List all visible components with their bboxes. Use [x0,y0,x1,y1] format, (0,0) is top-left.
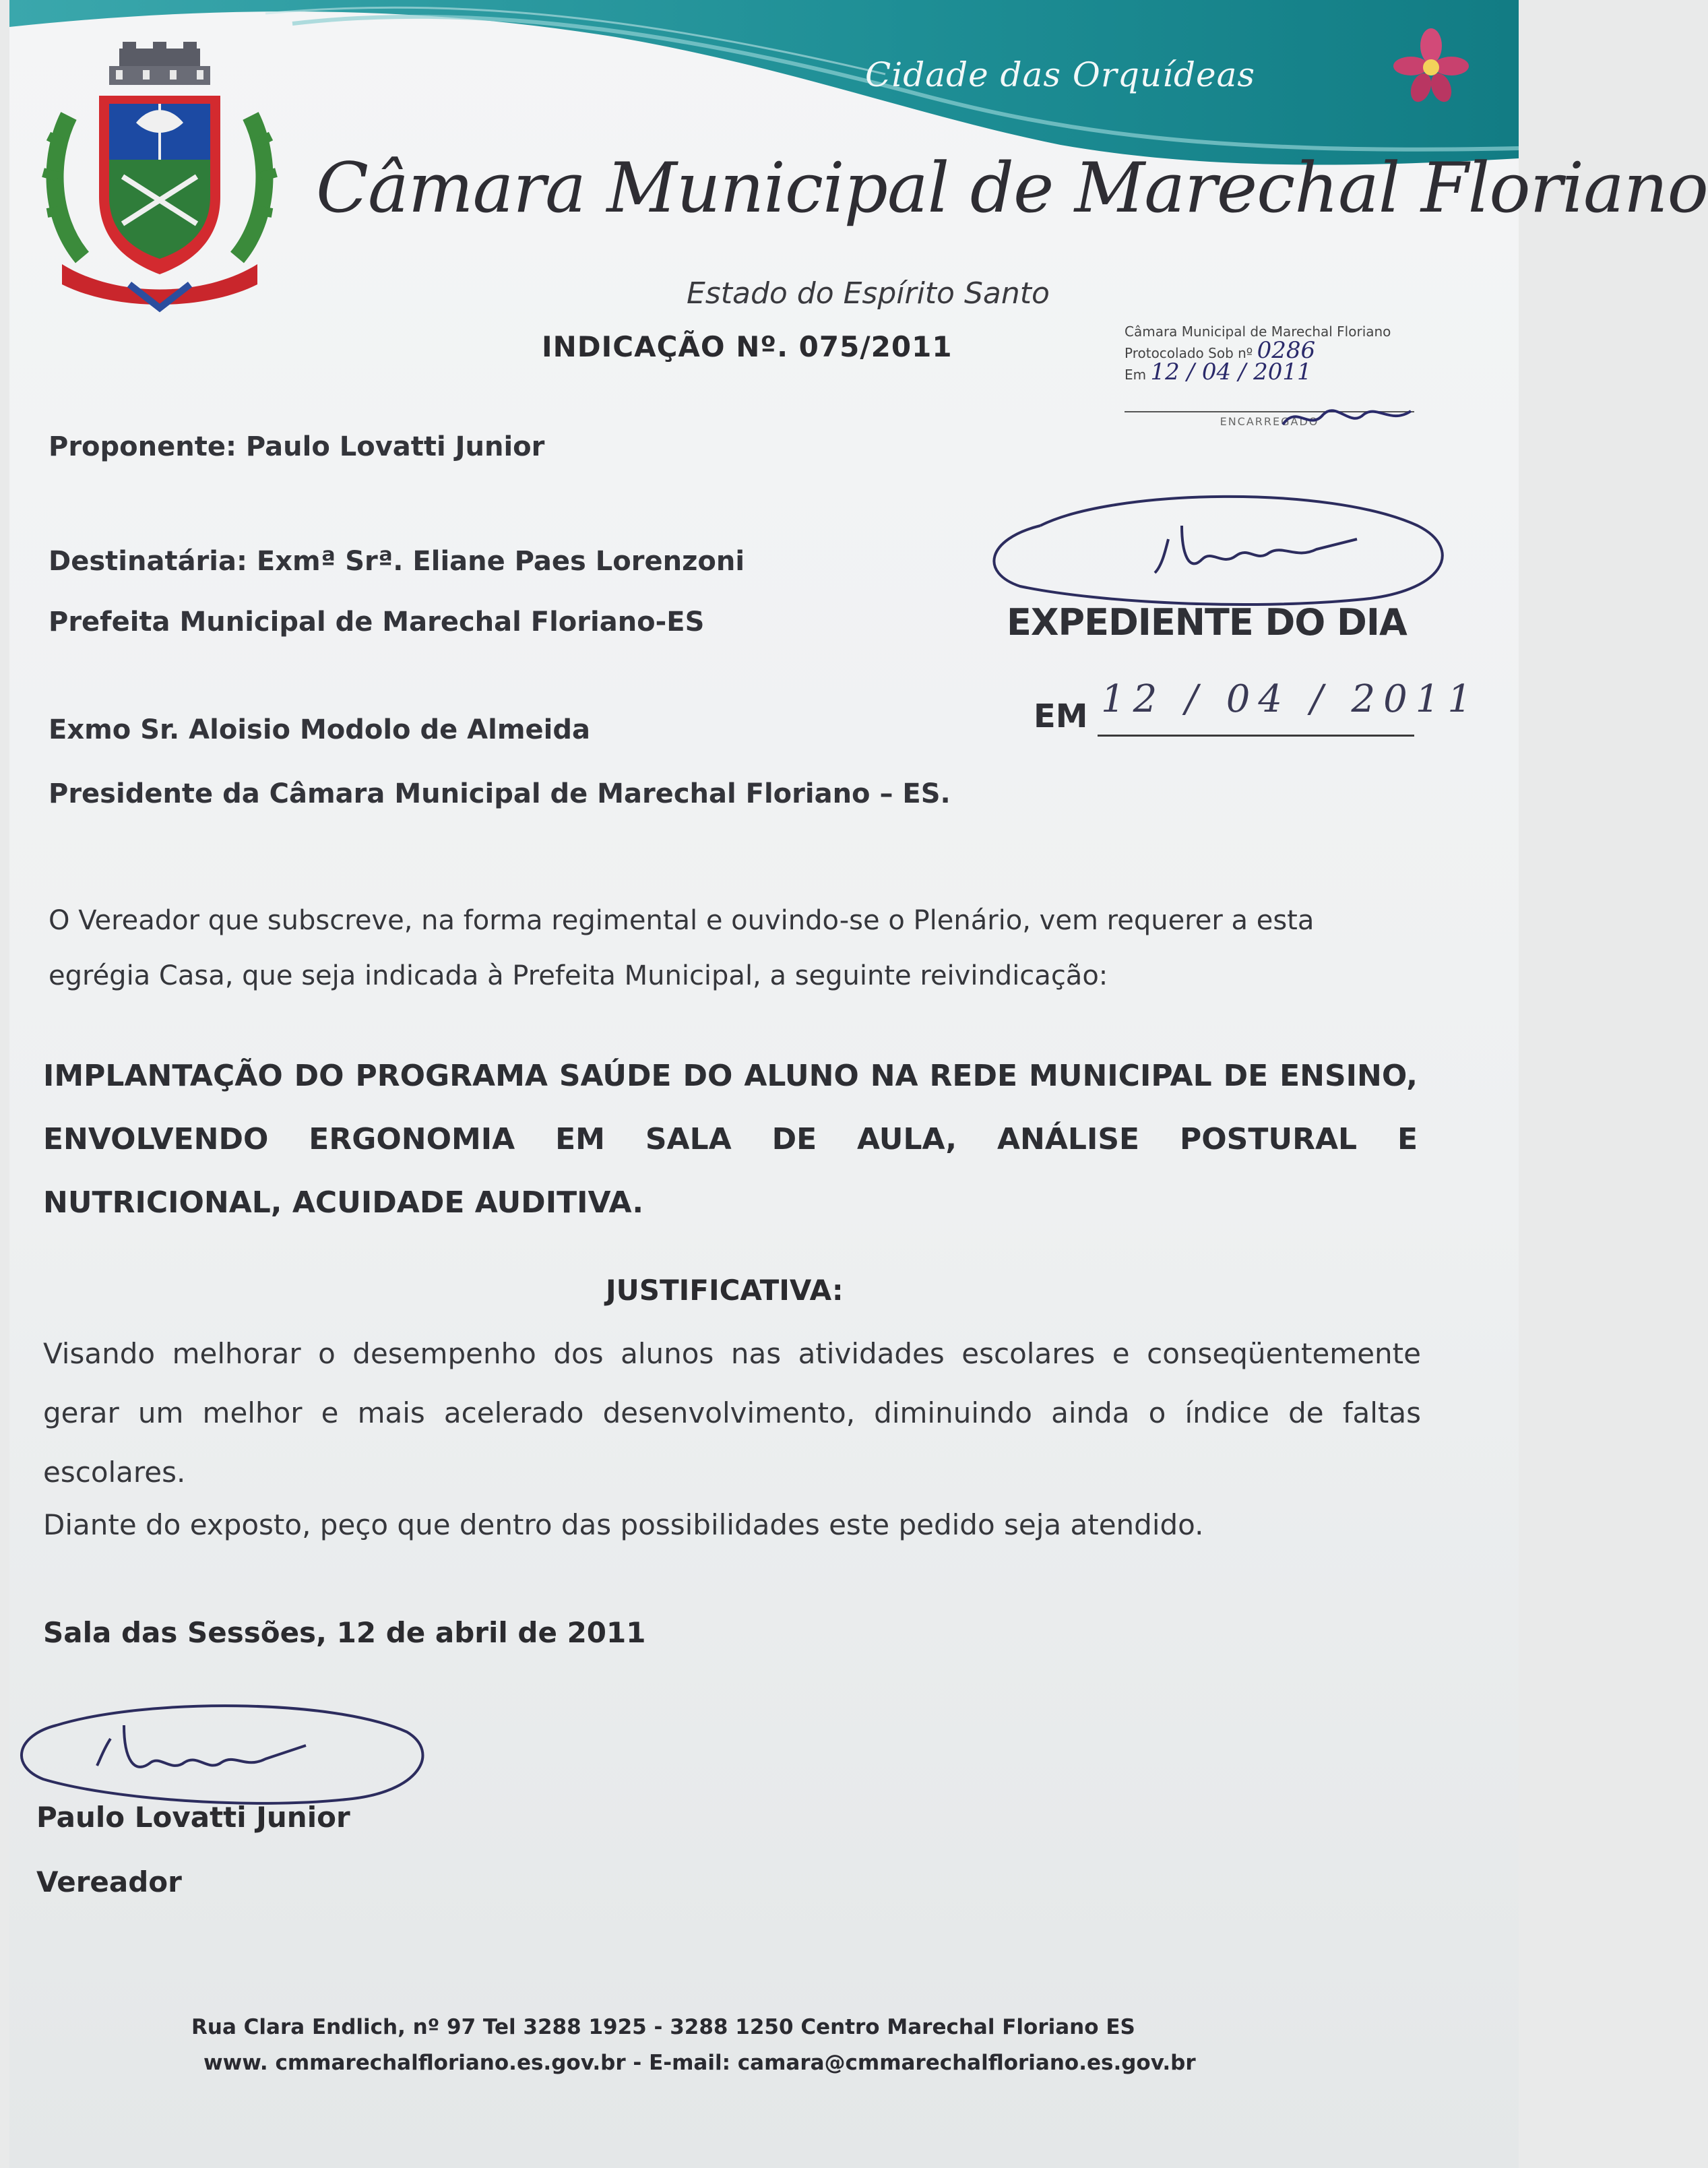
proponent-line: Proponente: Paulo Lovatti Junior [49,431,545,462]
signer-name: Paulo Lovatti Junior [36,1801,350,1834]
president-line-1: Exmo Sr. Aloisio Modolo de Almeida [49,714,590,745]
document-page [9,0,1708,2168]
councilor-signature [9,1698,441,1813]
justification-title: JUSTIFICATIVA: [606,1274,844,1307]
protocol-initials-signature [1276,398,1431,438]
recipient-line-1: Destinatária: Exmª Srª. Eliane Paes Lorenzoni [49,546,745,577]
city-tagline: Cidade das Orquídeas [865,55,1256,94]
indication-number: INDICAÇÃO Nº. 075/2011 [542,330,953,363]
president-line-2: Presidente da Câmara Municipal de Marechal Floriano – ES. [49,778,951,809]
protocol-number-value: 0286 [1257,337,1316,364]
coat-of-arms-emblem [42,42,278,311]
chamber-name-title: Câmara Municipal de Marechal Floriano [316,148,1708,228]
state-subtitle: Estado do Espírito Santo [687,276,1050,311]
protocol-date-value: 12 / 04 / 2011 [1150,359,1312,385]
footer-contact [203,2051,1196,2075]
expediente-date: 12 / 04 / 2011 [1101,677,1480,721]
signer-role: Vereador [36,1865,182,1898]
request-subject: IMPLANTAÇÃO DO PROGRAMA SAÚDE DO ALUNO NA REDE MUNICIPAL DE ENSINO, ENVOLVENDO ERGONOMIA EM SALA DE AULA, ANÁLISE POSTURAL E NUTRICIONAL, ACUIDADE AUDITIVA. [43,1059,1418,1220]
expediente-title: EXPEDIENTE DO DIA [1007,601,1407,644]
protocol-stamp-footer: ENCARREGADO [1125,411,1414,431]
protocol-stamp-line1: Câmara Municipal de Marechal Floriano [1125,323,1391,340]
expediente-em-label: EM [1034,698,1088,735]
expediente-date-line [1098,735,1414,737]
footer-address: Rua Clara Endlich, nº 97 Tel 3288 1925 - 3288 1250 Centro Marechal Floriano ES [191,2015,1135,2039]
protocol-date-label: Em [1125,367,1147,383]
justification-paragraph: Visando melhorar o desempenho dos alunos nas atividades escolares e conseqüentemente gerar um melhor e mais acelerado desenvolvimento, diminuindo ainda o índice de faltas escolares. [43,1337,1421,1489]
place-and-date: Sala das Sessões, 12 de abril de 2011 [43,1616,646,1649]
recipient-line-2: Prefeita Municipal de Marechal Floriano-ES [49,607,705,638]
footer-email[interactable]: camara@cmmarechalfloriano.es.gov.br [737,2051,1196,2075]
orchid-icon [1391,26,1472,106]
intro-paragraph: O Vereador que subscreve, na forma regimental e ouvindo-se o Plenário, vem requerer a esta egrégia Casa, que seja indicada à Prefeita Municipal, a seguinte reivindicação: [49,905,1315,991]
protocol-number-label: Protocolado Sob nº [1125,345,1253,361]
footer-website: www. cmmarechalfloriano.es.gov.br - E-mail: [203,2051,738,2075]
closing-paragraph: Diante do exposto, peço que dentro das possibilidades este pedido seja atendido. [43,1508,1204,1541]
